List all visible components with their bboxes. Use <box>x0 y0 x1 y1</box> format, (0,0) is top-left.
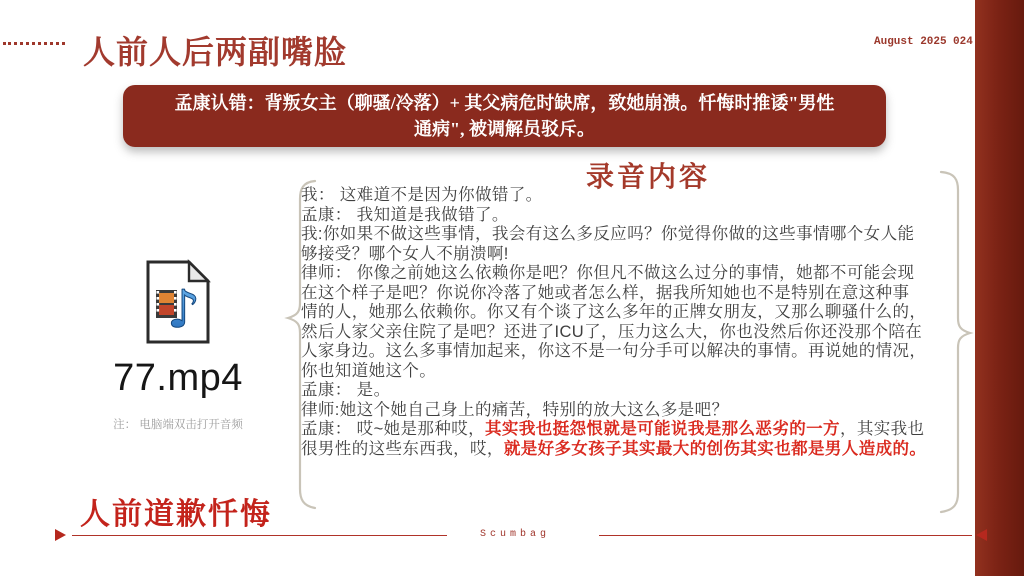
file-name[interactable]: 77.mp4 <box>113 357 243 399</box>
media-audio-file-icon[interactable] <box>143 258 213 346</box>
summary-banner <box>123 85 886 147</box>
dialogue-line: 孟康： 我知道是我做错了。 <box>301 205 509 224</box>
dialogue-line: 孟康： 是。 <box>301 381 391 399</box>
page-title: 人前人后两副嘴脸 <box>83 34 348 70</box>
dialogue-line: 在这个样子是吧？你说你冷落了她或者怎么样，据我所知她也不是特别在意这种事 <box>301 283 910 302</box>
dialogue-line: 我： 这难道不是因为你做错了。 <box>301 186 543 204</box>
dialogue-line: 我:你如果不做这些事情，我会有这么多反应吗？你觉得你做的这些事情哪个女人能 <box>301 225 915 243</box>
bottom-caption: 人前道歉忏悔 <box>80 498 272 531</box>
slide-date: August 2025 <box>874 36 947 48</box>
dialogue-line: 律师： 你像之前她这么依赖你是吧？你但凡不做这么过分的事情，她都不可能会现 <box>301 264 915 282</box>
footer-rule-left <box>72 535 447 536</box>
dialogue-lines <box>301 186 956 459</box>
dialogue-line: 你也知道她这个。 <box>301 361 437 380</box>
footer-arrow-left-icon <box>976 529 987 541</box>
dialogue-line: 够接受？哪个女人不崩溃啊! <box>301 244 509 263</box>
dialogue-line: 孟康： 哎~她是那种哎，其实我也挺怨恨就是可能说我是那么恶劣的一方，其实我也 <box>301 420 925 438</box>
footer-watermark: Scumbag <box>479 529 550 540</box>
audio-file-block[interactable] <box>100 258 256 432</box>
dialogue-line: 很男性的这些东西我，哎，就是好多女孩子其实最大的创伤其实也都是男人造成的。 <box>301 439 927 458</box>
summary-banner-line1: 孟康认错：背叛女主（聊骚/冷落）+ 其父病危时缺席，致她崩溃。忏悔时推诿"男性 <box>174 93 835 113</box>
footer-arrow-right-icon <box>55 529 66 541</box>
footer-rule-right <box>599 535 972 536</box>
dialogue-transcript <box>301 186 956 459</box>
svg-text:♪: ♪ <box>167 280 201 340</box>
right-accent-bar <box>975 0 1024 576</box>
dialogue-line: 情的人，她那么依赖你。你又有个谈了这么多年的正牌女朋友，又那么聊骚什么的， <box>301 303 927 321</box>
recording-content-heading: 录音内容 <box>586 162 711 193</box>
dialogue-line: 人家身边。这么多事情加起来，你这不是一句分手可以解决的事情。再说她的情况， <box>301 342 927 360</box>
slide-page-number: 024 <box>953 36 973 48</box>
dialogue-line: 然后人家父亲住院了是吧？还进了ICU了，压力这么大，你也没然后你还没那个陪在 <box>301 322 923 341</box>
dialogue-line: 律师:她这个她自己身上的痛苦，特别的放大这么多是吧？ <box>301 400 729 419</box>
summary-banner-line2: 通病", 被调解员驳斥。 <box>414 119 595 139</box>
file-open-note: 注： 电脑端双击打开音频 <box>113 419 243 431</box>
dotted-line-decoration <box>3 42 65 45</box>
